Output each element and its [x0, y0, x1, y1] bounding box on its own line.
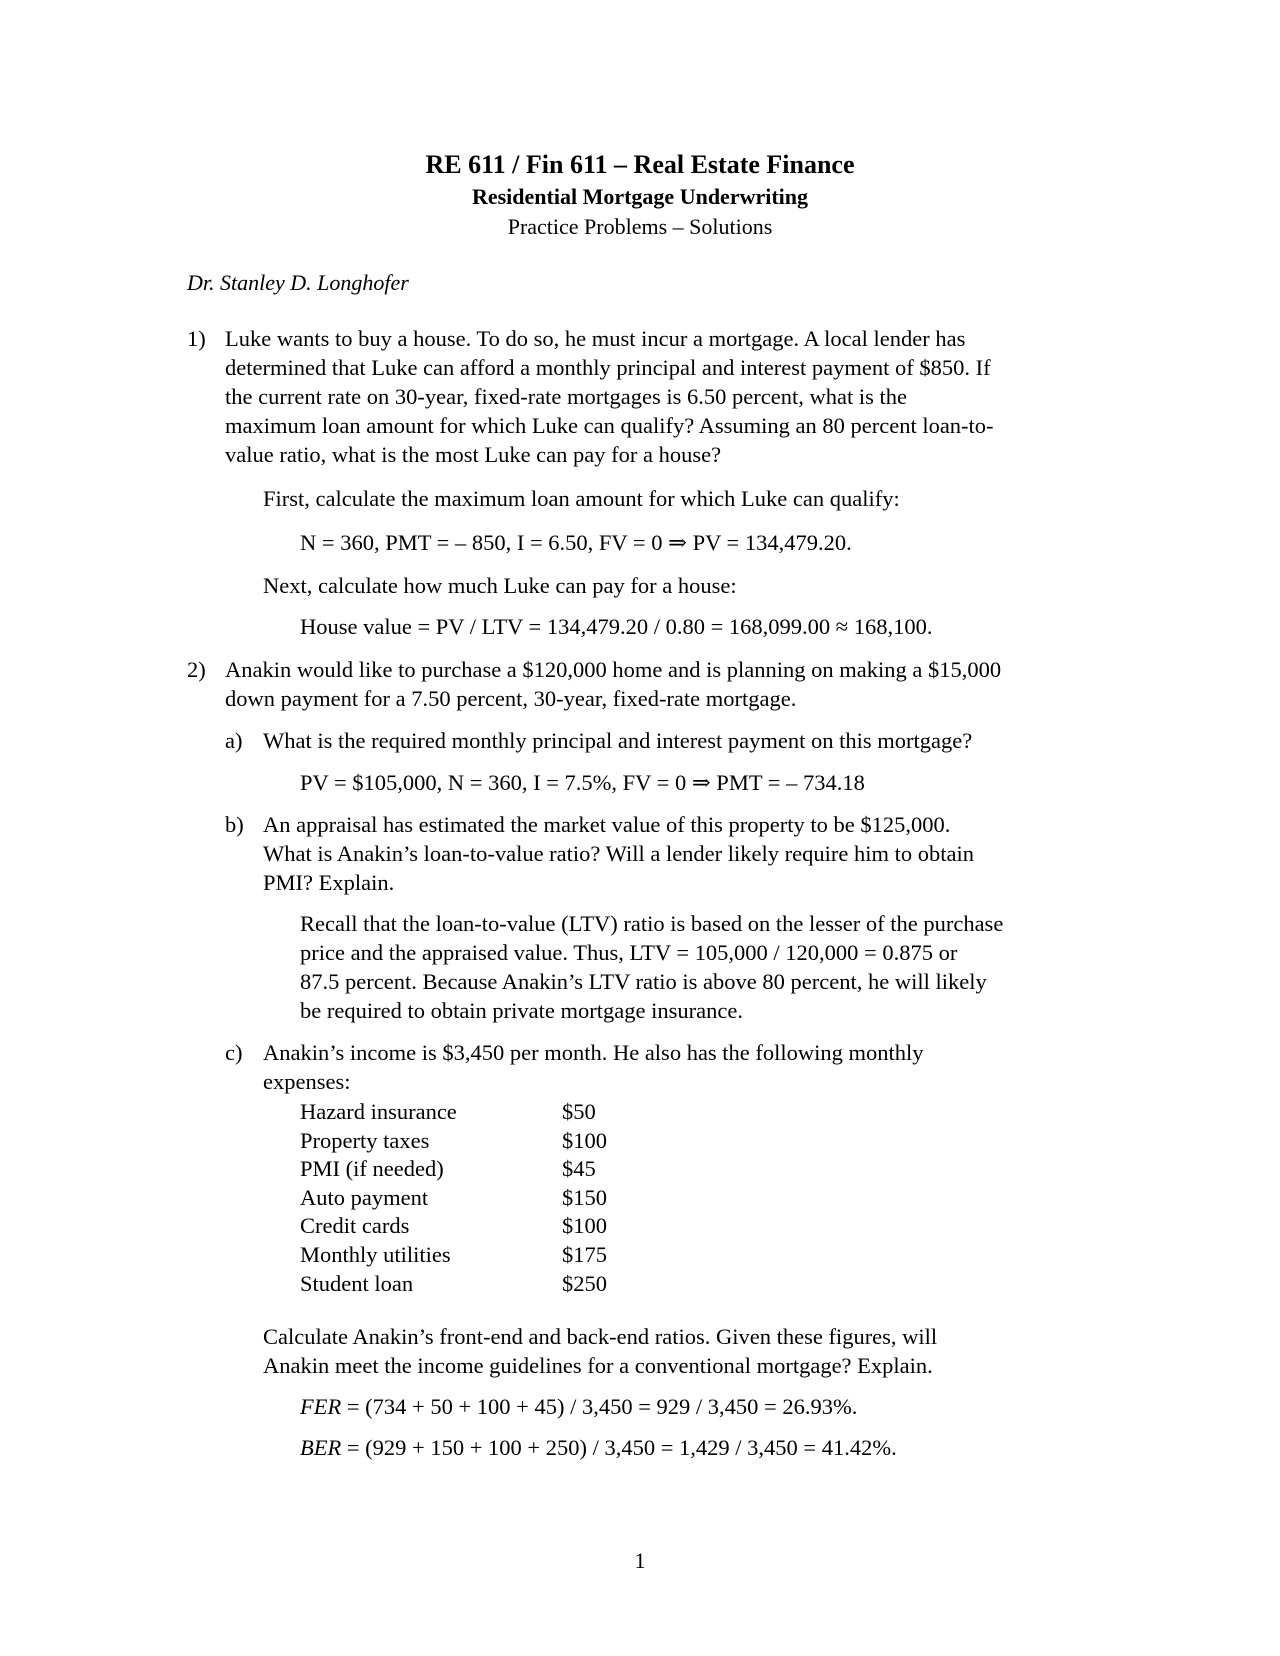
problem-2c-label: c) — [225, 1040, 243, 1065]
expense-item: PMI (if needed) — [300, 1156, 444, 1182]
problem-2-question-line: down payment for a 7.50 percent, 30-year, fixed-rate mortgage. — [225, 686, 797, 711]
problem-1-question-line: value ratio, what is the most Luke can pay for a house? — [225, 442, 722, 467]
table-row — [300, 1184, 607, 1213]
document-subsubtitle: Practice Problems – Solutions — [507, 214, 773, 239]
problem-2a-question: What is the required monthly principal and interest payment on this mortgage? — [263, 728, 973, 753]
problem-2b-answer-line: 87.5 percent. Because Anakin’s LTV ratio is above 80 percent, he will likely — [300, 969, 987, 994]
expense-item: Property taxes — [300, 1127, 430, 1153]
problem-2b-answer-line: be required to obtain private mortgage insurance. — [300, 998, 743, 1023]
expense-item: Student loan — [300, 1270, 414, 1296]
document-subtitle: Residential Mortgage Underwriting — [471, 184, 809, 209]
expense-amount: $50 — [562, 1099, 596, 1124]
author-name: Dr. Stanley D. Longhofer — [187, 270, 409, 295]
problem-2b-answer-line: Recall that the loan-to-value (LTV) ratio is based on the lesser of the purchase — [300, 911, 1004, 936]
problem-2b-question-line: An appraisal has estimated the market value of this property to be $125,000. — [263, 812, 951, 837]
problem-2c-question-line: expenses: — [263, 1069, 351, 1094]
problem-2c-question-line: Anakin’s income is $3,450 per month. He also has the following monthly — [263, 1040, 924, 1065]
expense-item: Auto payment — [300, 1184, 429, 1210]
back-end-ratio-equation — [300, 1433, 897, 1462]
expense-item: Hazard insurance — [300, 1099, 457, 1124]
problem-1-question-line: Luke wants to buy a house. To do so, he must incur a mortgage. A local lender has — [225, 326, 966, 351]
table-row — [300, 1127, 607, 1156]
document-title: RE 611 / Fin 611 – Real Estate Finance — [425, 150, 855, 179]
problem-1-question-line: maximum loan amount for which Luke can qualify? Assuming an 80 percent loan-to- — [225, 413, 994, 438]
problem-1-equation-2: House value = PV / LTV = 134,479.20 / 0.80 = 168,099.00 ≈ 168,100. — [300, 614, 933, 639]
problem-2b-question-line: What is Anakin’s loan-to-value ratio? Will a lender likely require him to obtain — [263, 841, 974, 866]
expense-amount: $150 — [562, 1184, 607, 1210]
problem-1-question-line: the current rate on 30-year, fixed-rate mortgages is 6.50 percent, what is the — [225, 384, 907, 409]
problem-2c-followup-line: Calculate Anakin’s front-end and back-end ratios. Given these figures, will — [263, 1324, 938, 1349]
problem-2a-label: a) — [225, 728, 243, 753]
table-row — [300, 1098, 607, 1127]
expense-item: Credit cards — [300, 1213, 410, 1239]
problem-1-step-1: First, calculate the maximum loan amount for which Luke can qualify: — [263, 486, 900, 511]
fer-expression: = (734 + 50 + 100 + 45) / 3,450 = 929 / 3,450 = 26.93%. — [341, 1394, 858, 1419]
problem-2b-label: b) — [225, 812, 244, 837]
problem-1-equation-1: N = 360, PMT = – 850, I = 6.50, FV = 0 ⇒ PV = 134,479.20. — [300, 530, 852, 555]
page-number: 1 — [634, 1548, 646, 1573]
expense-amount: $100 — [562, 1127, 607, 1153]
expense-amount: $250 — [562, 1270, 607, 1296]
ber-expression: = (929 + 150 + 100 + 250) / 3,450 = 1,429 / 3,450 = 41.42%. — [341, 1435, 897, 1460]
problem-1-step-2: Next, calculate how much Luke can pay for a house: — [263, 573, 737, 598]
fer-label: FER — [300, 1394, 342, 1419]
problem-2b-question-line: PMI? Explain. — [263, 870, 395, 895]
expense-amount: $175 — [562, 1241, 607, 1267]
table-row — [300, 1212, 607, 1241]
front-end-ratio-equation — [300, 1392, 857, 1421]
table-row — [300, 1270, 607, 1299]
problem-2c-followup-line: Anakin meet the income guidelines for a conventional mortgage? Explain. — [263, 1353, 933, 1378]
problem-1-number: 1) — [187, 326, 206, 351]
table-row — [300, 1241, 607, 1270]
expense-item: Monthly utilities — [300, 1241, 451, 1267]
problem-2a-answer: PV = $105,000, N = 360, I = 7.5%, FV = 0 ⇒ PMT = – 734.18 — [300, 770, 865, 795]
table-row — [300, 1155, 607, 1184]
problem-2b-answer-line: price and the appraised value. Thus, LTV = 105,000 / 120,000 = 0.875 or — [300, 940, 958, 965]
expenses-table — [300, 1098, 607, 1298]
problem-2-question-line: Anakin would like to purchase a $120,000 home and is planning on making a $15,000 — [225, 657, 1002, 682]
expense-amount: $45 — [562, 1156, 596, 1182]
problem-2-number: 2) — [187, 657, 206, 682]
ber-label: BER — [300, 1435, 342, 1460]
expense-amount: $100 — [562, 1213, 607, 1239]
problem-1-question-line: determined that Luke can afford a monthly principal and interest payment of $850. If — [225, 355, 991, 380]
